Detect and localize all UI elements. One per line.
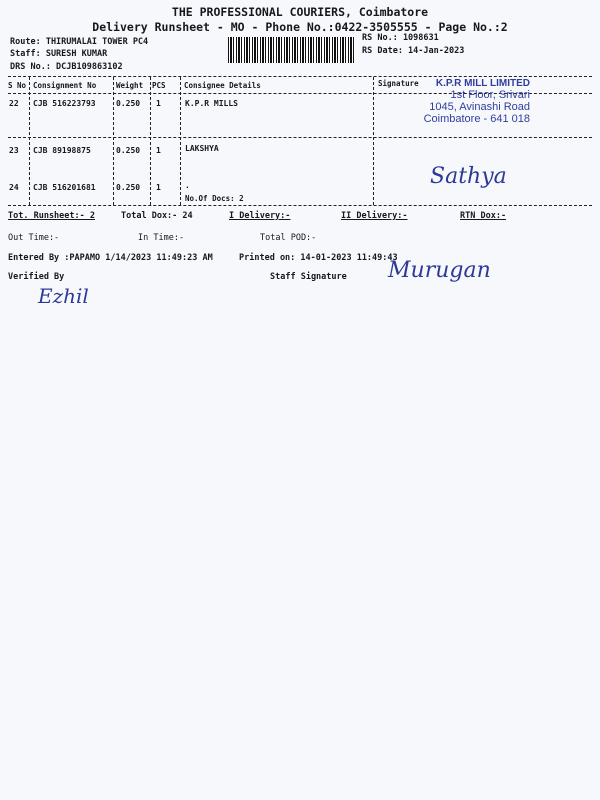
staff-signature-label: Staff Signature <box>270 272 347 282</box>
cell-consignment: CJB 89198875 <box>33 146 91 155</box>
cell-sno: 23 <box>9 146 19 155</box>
cell-consignee: LAKSHYA <box>185 144 219 153</box>
col-rule <box>180 77 181 205</box>
cell-consignee: K.P.R MILLS <box>185 99 238 108</box>
col-header-pcs: PCS <box>152 81 166 90</box>
cell-sno: 22 <box>9 99 19 108</box>
verified-signature: Ezhil <box>38 284 89 308</box>
cell-consignment: CJB 516223793 <box>33 99 96 108</box>
col-header-sno: S No <box>8 81 27 90</box>
col-rule <box>373 77 374 205</box>
total-pod: Total POD:- <box>260 233 317 243</box>
cell-weight: 0.250 <box>116 99 141 108</box>
company-title: THE PROFESSIONAL COURIERS, Coimbatore <box>171 5 429 19</box>
staff: Staff: SURESH KUMAR <box>10 49 108 59</box>
col-rule <box>29 77 30 205</box>
stamp-line: 1st Floor, Srivari <box>450 89 530 101</box>
company-stamp <box>380 78 530 125</box>
cell-weight: 0.250 <box>116 146 141 155</box>
cell-sno: 24 <box>9 183 19 192</box>
staff-signature: Murugan <box>388 258 491 283</box>
stamp-line: 1045, Avinashi Road <box>429 101 530 113</box>
col-header-consignee: Consignee Details <box>184 81 261 90</box>
cell-pcs: 1 <box>156 146 161 155</box>
cell-pcs: 1 <box>156 99 161 108</box>
ii-delivery: II Delivery:- <box>341 211 408 221</box>
table-top-rule <box>8 76 592 77</box>
cell-pcs: 1 <box>156 183 161 192</box>
col-header-weight: Weight <box>116 81 144 90</box>
i-delivery: I Delivery:- <box>229 211 291 221</box>
route: Route: THIRUMALAI TOWER PC4 <box>10 37 149 47</box>
rs-number: RS No.: 1098631 <box>362 33 439 43</box>
cell-consignee: . <box>185 181 190 190</box>
in-time: In Time:- <box>138 233 185 243</box>
col-header-consignment: Consignment No <box>33 81 97 90</box>
rs-date: RS Date: 14-Jan-2023 <box>362 46 465 56</box>
col-rule <box>113 77 114 205</box>
col-header-signature: Signature <box>378 79 419 88</box>
stamp-line: Coimbatore - 641 018 <box>423 113 530 125</box>
total-dox: Total Dox:- 24 <box>121 211 193 221</box>
col-rule <box>150 77 151 205</box>
printed-on: Printed on: 14-01-2023 11:49:43 <box>239 253 398 263</box>
row-rule <box>8 137 592 138</box>
rtn-dox: RTN Dox:- <box>460 211 507 221</box>
cell-weight: 0.250 <box>116 183 141 192</box>
cell-consignment: CJB 516201681 <box>33 183 96 192</box>
out-time: Out Time:- <box>8 233 60 243</box>
docs-count: No.Of Docs: 2 <box>185 194 244 203</box>
entered-by: Entered By :PAPAMO 1/14/2023 11:49:23 AM <box>8 253 213 263</box>
barcode <box>228 37 355 63</box>
table-bottom-rule <box>8 205 592 206</box>
drs-number: DRS No.: DCJB109863102 <box>10 62 123 72</box>
consignee-signature: Sathya <box>430 164 507 189</box>
verified-by-label: Verified By <box>8 272 65 282</box>
stamp-line: K.P.R MILL LIMITED <box>435 78 530 89</box>
runsheet-subtitle: Delivery Runsheet - MO - Phone No.:0422-3505555 - Page No.:2 <box>92 20 508 34</box>
total-runsheet: Tot. Runsheet:- 2 <box>8 211 95 221</box>
